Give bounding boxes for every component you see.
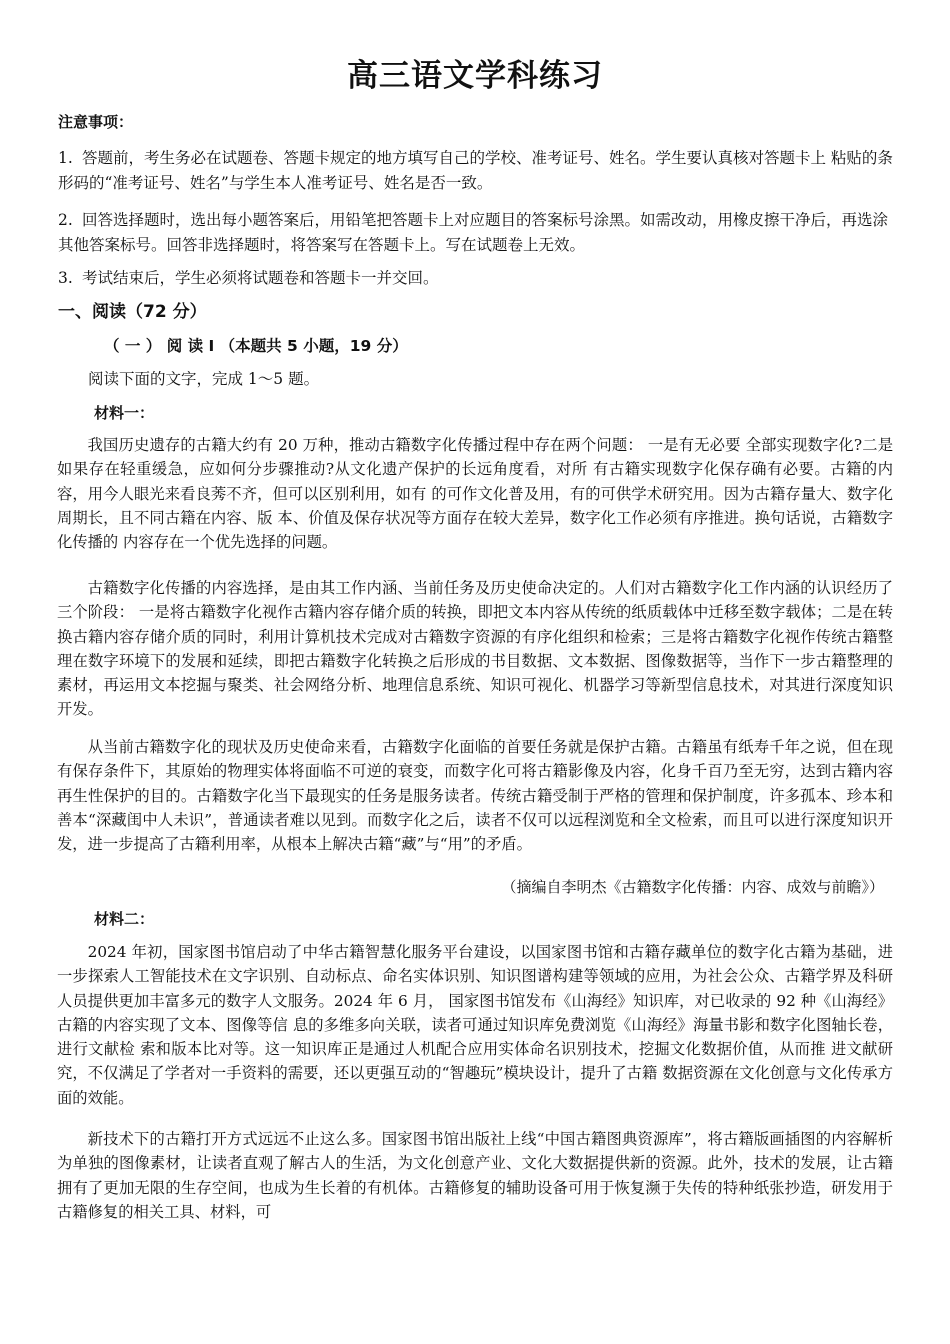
material1-paragraph-3: 从当前古籍数字化的现状及历史使命来看，古籍数字化面临的首要任务就是保护古籍。古籍虽有纸寿千年之说，但在现有保存条件下，其原始的物理实体将面临不可逆的衰变，而数字化可将古籍影像及内容，化身千百乃至无穷，达到古籍内容再生性保护的目的。古籍数字化当下最现实的任务是服务读者。传统古籍受制于严格的管理和保护制度，许多孤本、珍本和善本“深藏闺中人未识”，普通读者难以见到。而数字化之后，读者不仅可以远程浏览和全文检索，而且可以进行深度知识开发，进一步提高了古籍利用率，从根本上解决古籍“藏”与“用”的矛盾。 [57, 738, 893, 854]
note-text: 回答选择题时，选出每小题答案后，用铅笔把答题卡上对应题目的答案标号涂黑。如需改动，用橡皮擦干净后，再选涂其他答案标号。回答非选择题时，将答案写在答题卡上。写在试题卷上无效。 [58, 211, 889, 254]
material2-paragraph-1: 2024 年初，国家图书馆启动了中华古籍智慧化服务平台建设，以国家图书馆和古籍存藏单位的数字化古籍为基础，进一步探索人工智能技术在文字识别、自动标点、命名实体识别、知识图谱构建等领域的应用，为社会公众、古籍学界及科研人员提供更加丰富多元的数字人文服务。2024 年 6 月， 国家图书馆发布《山海经》知识库，对已收录的 92 种《山海经》古籍的内容实现了文本、图像等信 息的多维多向关联，读者可通过知识库免费浏览《山海经》海量书影和数字化图轴长卷，进行文献检 索和版本比对等。这一知识库正是通过人机配合应用实体命名识别技术，挖掘文化数据价值，从而推 进文献研究，不仅满足了学者对一手资料的需要，还以更强互动的“智趣玩”模块设计，提升了古籍 数据资源在文化创意与文化传承方面的效能。 [57, 943, 893, 1107]
note-item-3 [58, 266, 894, 291]
material1-paragraph-1: 我国历史遗存的古籍大约有 20 万种，推动古籍数字化传播过程中存在两个问题： 一是有无必要 全部实现数字化?二是如果存在轻重缓急，应如何分步骤推动?从文化遗产保护的长远角度看，对所 有古籍实现数字化保存确有必要。古籍的内容，用今人眼光来看良莠不齐，但可以区别利用，如有 的可作文化普及用，有的可供学术研究用。因为古籍存量大、数字化周期长，且不同古籍在内容、版 本、价值及保存状况等方面存在较大差异，数字化工作必须有序推进。换句话说，古籍数字化传播的 内容存在一个优先选择的问题。 [57, 436, 893, 552]
note-item-1 [58, 146, 894, 196]
material1-heading: 材料一： [94, 404, 155, 422]
material1-source: （摘编自李明杰《古籍数字化传播：内容、成效与前瞻》） [501, 878, 884, 896]
note-text: 考试结束后，学生必须将试题卷和答题卡一并交回。 [82, 269, 439, 287]
subsection-heading: （ 一 ） 阅 读 I （本题共 5 小题，19 分） [104, 337, 408, 355]
note-number: 2. [58, 211, 73, 229]
note-text: 答题前，考生务必在试题卷、答题卡规定的地方填写自己的学校、准考证号、姓名。学生要认真核对答题卡上 粘贴的条形码的“准考证号、姓名”与学生本人准考证号、姓名是否一致。 [58, 149, 893, 192]
page-title: 高三语文学科练习 [347, 58, 603, 94]
material2-paragraph-2: 新技术下的古籍打开方式远远不止这么多。国家图书馆出版社上线“中国古籍图典资源库”，将古籍版画插图的内容解析为单独的图像素材，让读者直观了解古人的生活，为文化创意产业、文化大数据提供新的资源。此外，技术的发展，让古籍拥有了更加无限的生存空间，也成为生长着的有机体。古籍修复的辅助设备可用于恢复濒于失传的特种纸张抄造，研发用于古籍修复的相关工具、材料，可 [57, 1130, 893, 1221]
notes-heading: 注意事项： [58, 113, 134, 131]
note-number: 3. [58, 269, 73, 287]
instruction-text: 阅读下面的文字，完成 1～5 题。 [88, 370, 320, 388]
note-item-2 [58, 208, 894, 258]
note-number: 1. [58, 149, 73, 167]
material2-heading: 材料二： [94, 910, 155, 928]
material1-paragraph-2: 古籍数字化传播的内容选择，是由其工作内涵、当前任务及历史使命决定的。人们对古籍数字化工作内涵的认识经历了三个阶段： 一是将古籍数字化视作古籍内容存储介质的转换，即把文本内容从传统的纸质载体中迁移至数字载体；二是在转换古籍内容存储介质的同时，利用计算机技术完成对古籍数字资源的有序化组织和检索；三是将古籍数字化视作传统古籍整理在数字环境下的发展和延续，即把古籍数字化转换之后形成的书目数据、文本数据、图像数据等，当作下一步古籍整理的素材，再运用文本挖掘与聚类、社会网络分析、地理信息系统、知识可视化、机器学习等新型信息技术，对其进行深度知识开发。 [57, 579, 893, 719]
section-heading: 一、阅读（72 分） [58, 302, 207, 322]
